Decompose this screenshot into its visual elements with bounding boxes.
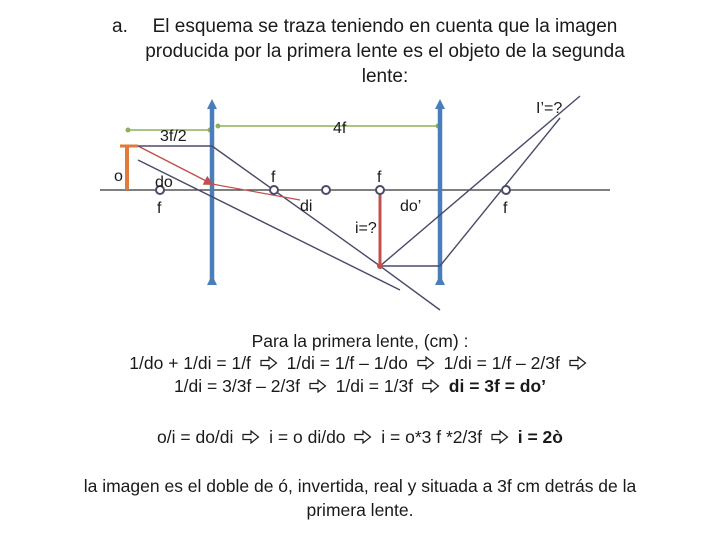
focal-point-mid-left (270, 186, 278, 194)
ray-after-lens2-a (380, 96, 580, 266)
equation-term: 1/di = 3/3f – 2/3f (173, 376, 300, 396)
label-f-mid-left: f (271, 169, 276, 186)
implies-arrow-icon (354, 430, 372, 444)
equation-line-4 (0, 426, 720, 448)
implies-arrow-icon (422, 379, 440, 393)
ray-after-lens2-b (440, 118, 560, 266)
implies-arrow-icon (569, 356, 587, 370)
equation-result: i = 2ò (517, 427, 563, 447)
equation-result: di = 3f = do’ (448, 376, 547, 396)
equation-term: i = o di/do (269, 427, 346, 447)
first-image-tip (377, 263, 383, 269)
focal-point-right (502, 186, 510, 194)
label-do-prime: do’ (400, 198, 422, 215)
label-4f: 4f (333, 120, 347, 137)
implies-arrow-icon (242, 430, 260, 444)
equation-line-3 (0, 375, 720, 397)
implies-arrow-icon (309, 379, 327, 393)
equation-term: i = o*3 f *2/3f (381, 427, 482, 447)
equation-line-1 (0, 330, 720, 352)
equation-line-2 (0, 352, 720, 374)
conclusion-text: la imagen es el doble de ó, invertida, real y situada a 3f cm detrás de la primera lente. (83, 476, 637, 520)
label-f-mid-right: f (377, 169, 382, 186)
equation-term: 1/do + 1/di = 1/f (129, 353, 251, 373)
list-marker: a. (112, 16, 128, 37)
implies-arrow-icon (260, 356, 278, 370)
label-object: o (114, 168, 123, 185)
label-di: di (300, 198, 313, 215)
equation-term: 1/di = 1/f – 2/3f (443, 353, 560, 373)
focal-point-center (322, 186, 330, 194)
heading-text: El esquema se traza teniendo en cuenta que la imagen producida por la primera lente es el objeto de la segunda lente: (145, 16, 625, 87)
ray-di-guide (212, 184, 300, 200)
equation-intro: Para la primera lente, (cm) : (251, 331, 469, 351)
label-f-right: f (503, 200, 508, 217)
label-do: do (155, 174, 173, 191)
implies-arrow-icon (417, 356, 435, 370)
equation-term: 1/di = 1/3f (335, 376, 414, 396)
label-i-prime-unknown: I’=? (536, 100, 563, 117)
equation-term: o/i = do/di (157, 427, 234, 447)
ray-extended (380, 266, 440, 310)
implies-arrow-icon (491, 430, 509, 444)
label-3f-half: 3f/2 (160, 128, 187, 145)
equation-term: 1/di = 1/f – 1/do (286, 353, 408, 373)
ray-through-f (212, 146, 380, 266)
label-f-left: f (157, 200, 162, 217)
focal-point-mid-right (376, 186, 384, 194)
label-i-unknown: i=? (355, 220, 377, 237)
